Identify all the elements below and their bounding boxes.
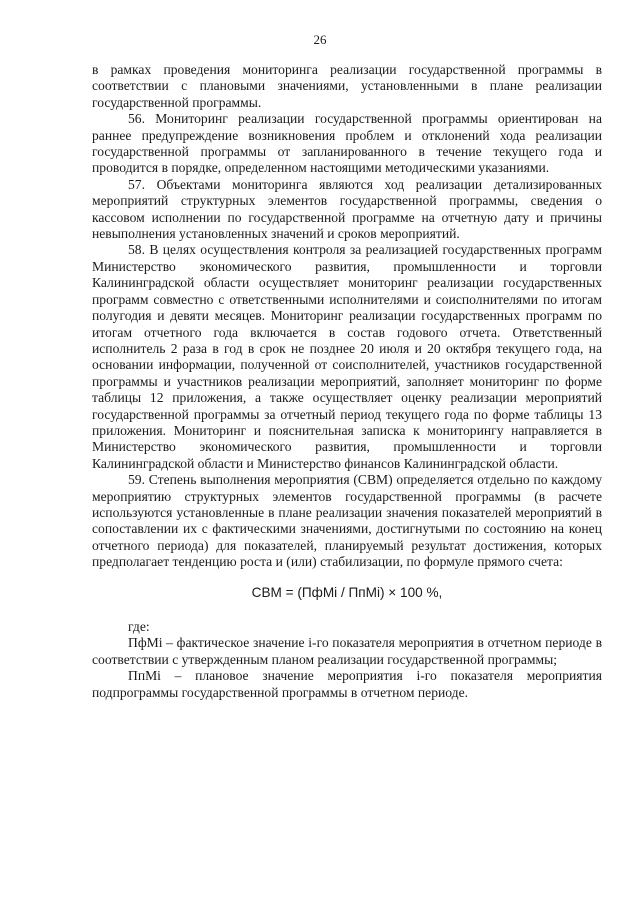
paragraph-56: 56. Мониторинг реализации государственной программы ориентирован на раннее предупреждение возникновения проблем и отклонений хода реализации государственной программы от запланированного в течение текущего года и проводится в порядке, определенном настоящими методическими указаниями. [92, 111, 602, 176]
paragraph-58: 58. В целях осуществления контроля за реализацией государственных программ Министерство экономического развития, промышленности и торговли Калининградской области осуществляет мониторинг реализации государственных программ совместно с ответственными исполнителями и соисполнителями по итогам полугодия и девяти месяцев. Мониторинг реализации государственных программ по итогам отчетного года включается в состав годового отчета. Ответственный исполнитель 2 раза в год в срок не позднее 20 июля и 20 октября текущего года, на основании информации, полученной от соисполнителей, участников государственной программы и участников реализации мероприятий, заполняет мониторинг по форме таблицы 12 приложения, а также осуществляет оценку реализации мероприятий государственной программы за отчетный период текущего года по форме таблицы 13 приложения. Мониторинг и пояснительная записка к мониторингу направляется в Министерство экономического развития, промышленности и торговли Калининградской области и Министерство финансов Калининградской области. [92, 242, 602, 471]
page-number: 26 [313, 32, 327, 47]
definition-plan-value: ПпMi – плановое значение мероприятия i-го показателя мероприятия подпрограммы государственной программы в отчетном периоде. [92, 668, 602, 700]
formula-where: где: [128, 619, 150, 634]
paragraph-59: 59. Степень выполнения мероприятия (СВМ) определяется отдельно по каждому мероприятию структурных элементов государственной программы (в расчете используются установленные в плане реализации значения показателей мероприятий в сопоставлении их с фактическими значениями, достигнутыми по состоянию на конец отчетного периода) для показателей, планируемый результат достижения, которых предполагает тенденцию роста и (или) стабилизации, по формуле прямого счета: [92, 472, 602, 570]
definition-fact-value: ПфMi – фактическое значение i-го показателя мероприятия в отчетном периоде в соответствии с утвержденным планом реализации государственной программы; [92, 635, 602, 667]
paragraph-continuation: в рамках проведения мониторинга реализации государственной программы в соответствии с плановыми значениями, установленными в плане реализации государственной программы. [92, 62, 602, 110]
formula: СВМ = (ПфMi / ПпMi) × 100 %, [251, 584, 443, 600]
paragraph-57: 57. Объектами мониторинга являются ход реализации детализированных мероприятий структурных элементов государственной программы, сведения о кассовом исполнении по государственной программе на отчетную дату и причины невыполнения установленных значений и сроков мероприятий. [92, 176, 602, 242]
document-body [92, 62, 602, 701]
